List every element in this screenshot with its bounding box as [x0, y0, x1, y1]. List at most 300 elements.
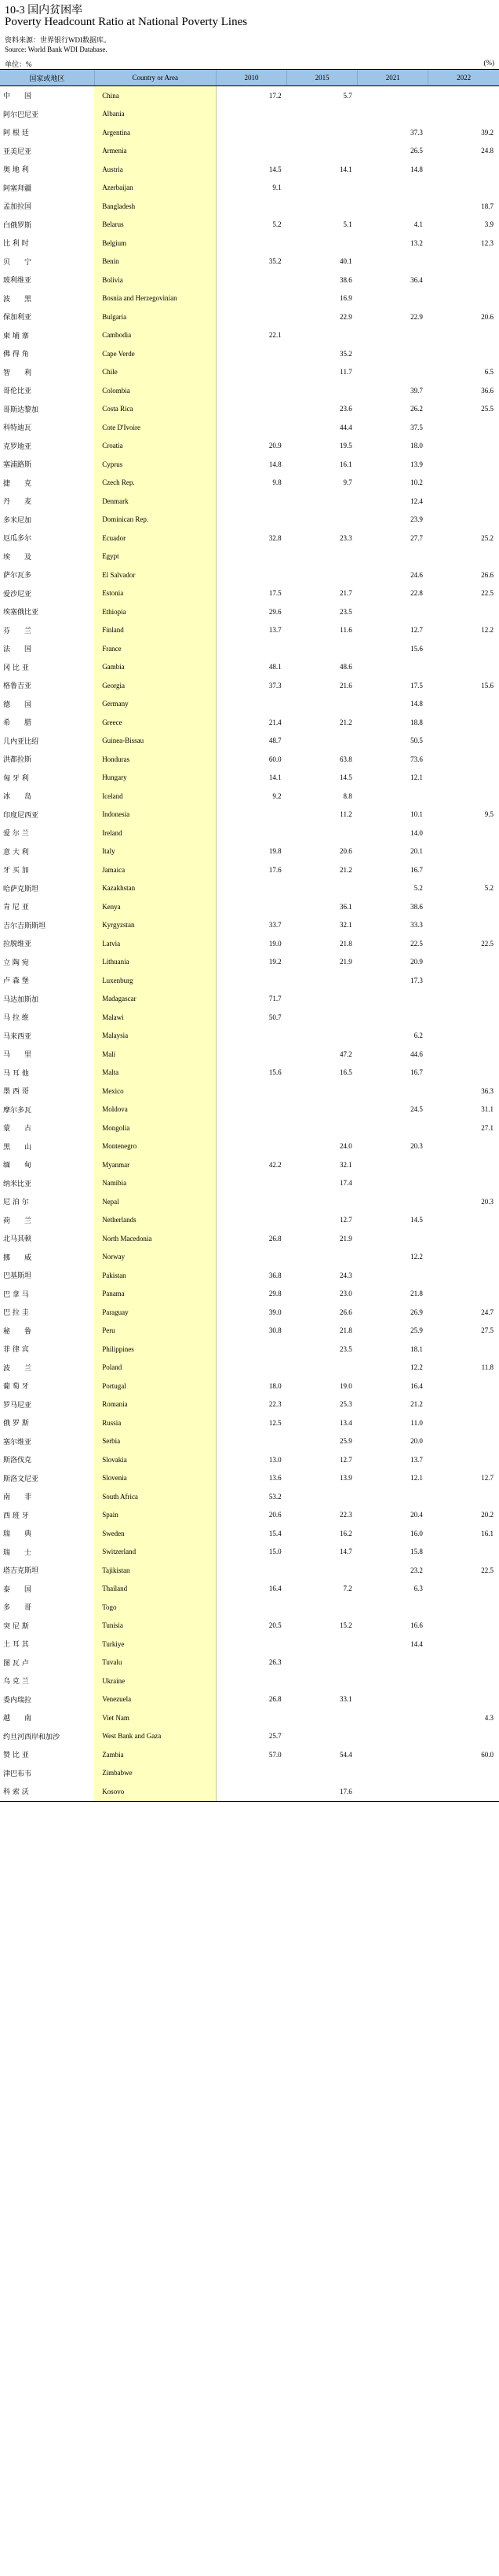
table-row [0, 123, 499, 142]
cell-country-en: Colombia [94, 381, 216, 400]
cell-country-zh: 冈 比 亚 [3, 664, 29, 672]
cell-2015: 20.6 [339, 847, 352, 856]
cell-2015: 23.0 [339, 1290, 352, 1298]
cell-2022 [428, 1248, 499, 1267]
cell-2021: 6.3 [413, 1585, 423, 1593]
table-row [0, 234, 499, 253]
cell-country-en: Azerbaijan [94, 179, 216, 198]
cell-2021: 13.9 [410, 460, 423, 468]
table-row [0, 1708, 499, 1727]
table-header-row [0, 70, 499, 86]
cell-country-zh: 阿塞拜疆 [3, 184, 32, 193]
cell-country-zh: 捷 克 [3, 479, 32, 488]
table-row [0, 1322, 499, 1341]
cell-2010: 20.9 [268, 442, 282, 450]
cell-2021: 26.9 [410, 1308, 423, 1316]
cell-2010: 57.0 [268, 1750, 282, 1759]
cell-2022 [428, 1211, 499, 1230]
table-row [0, 676, 499, 695]
cell-country-zh: 印度尼西亚 [3, 811, 39, 820]
cell-2022 [428, 437, 499, 456]
cell-country-zh: 缅 甸 [3, 1162, 32, 1170]
cell-country-zh: 北马其顿 [3, 1235, 32, 1244]
cell-country-zh: 瑞 士 [3, 1548, 32, 1557]
cell-2010: 13.7 [268, 626, 282, 635]
cell-country-en: Paraguay [94, 1303, 216, 1322]
cell-country-en: Kenya [94, 897, 216, 916]
cell-2022: 20.2 [481, 1511, 494, 1519]
cell-2021 [358, 1598, 428, 1617]
cell-2015 [287, 123, 358, 142]
col-header-country-en: Country or Area [94, 70, 216, 86]
cell-2015: 12.7 [339, 1455, 352, 1464]
cell-2022 [428, 1727, 499, 1746]
cell-2021 [358, 990, 428, 1009]
cell-2010 [216, 363, 286, 382]
cell-2021 [358, 1119, 428, 1137]
cell-country-zh: 泰 国 [3, 1585, 32, 1594]
cell-2022: 20.6 [481, 312, 494, 321]
cell-2022 [428, 842, 499, 861]
cell-country-zh: 黑 山 [3, 1143, 32, 1152]
table-row [0, 86, 499, 105]
cell-2022: 18.7 [481, 202, 494, 210]
cell-2015 [287, 234, 358, 253]
cell-2015: 16.1 [339, 460, 352, 468]
cell-2010 [216, 1764, 286, 1783]
cell-2021: 50.5 [410, 737, 423, 745]
cell-country-en: Norway [94, 1248, 216, 1267]
cell-2010 [216, 1174, 286, 1193]
cell-2010 [216, 1027, 286, 1046]
cell-country-en: Kosovo [94, 1782, 216, 1801]
cell-2022 [428, 1229, 499, 1248]
cell-country-zh: 多 哥 [3, 1604, 32, 1613]
cell-country-zh: 波 兰 [3, 1364, 32, 1373]
cell-2010 [216, 824, 286, 842]
cell-2010: 9.2 [272, 791, 282, 800]
cell-2015 [287, 1027, 358, 1046]
cell-country-zh: 玻利维亚 [3, 277, 32, 286]
cell-country-zh: 埃塞俄比亚 [3, 609, 39, 617]
cell-country-en: Lithuania [94, 953, 216, 972]
cell-2021: 15.8 [410, 1548, 423, 1556]
cell-country-zh: 芬 兰 [3, 627, 32, 635]
cell-2015: 14.1 [339, 165, 352, 173]
cell-2021: 16.7 [410, 1068, 423, 1077]
table-row [0, 511, 499, 529]
cell-country-en: Switzerland [94, 1543, 216, 1562]
source-note-en: Source: World Bank WDI Database. [5, 45, 107, 53]
cell-2022: 11.8 [481, 1363, 494, 1372]
cell-country-en: Zambia [94, 1745, 216, 1764]
cell-2015: 21.8 [339, 1326, 352, 1335]
cell-2010 [216, 639, 286, 658]
source-note-zh: 资料来源：世界银行WDI数据库。 [5, 36, 111, 44]
cell-2015 [287, 548, 358, 566]
table-row [0, 474, 499, 493]
cell-2022 [428, 1432, 499, 1451]
cell-2010: 17.6 [268, 865, 282, 874]
cell-country-en: Venezuela [94, 1690, 216, 1709]
cell-2010: 22.3 [268, 1400, 282, 1409]
cell-2021 [358, 1008, 428, 1027]
cell-2022 [428, 1008, 499, 1027]
cell-2010 [216, 1782, 286, 1801]
cell-2021: 22.9 [410, 312, 423, 321]
cell-2022 [428, 1580, 499, 1599]
cell-country-en: Iceland [94, 787, 216, 806]
cell-2010 [216, 1359, 286, 1377]
cell-2022: 22.5 [481, 939, 494, 948]
cell-2021: 12.7 [410, 626, 423, 635]
cell-country-en: Ecuador [94, 529, 216, 548]
cell-2021: 12.1 [410, 773, 423, 782]
cell-country-en: Togo [94, 1598, 216, 1617]
cell-2022 [428, 1672, 499, 1690]
cell-2022: 12.3 [481, 238, 494, 247]
table-row [0, 824, 499, 842]
cell-country-zh: 孟加拉国 [3, 203, 32, 212]
cell-2021 [358, 1727, 428, 1746]
cell-country-zh: 保加利亚 [3, 314, 32, 322]
cell-country-zh: 爱 尔 兰 [3, 830, 29, 839]
cell-2015: 44.4 [339, 423, 352, 431]
table-row [0, 1745, 499, 1764]
table-row [0, 1248, 499, 1267]
cell-2022 [428, 787, 499, 806]
table-row [0, 1340, 499, 1359]
cell-country-zh: 厄瓜多尔 [3, 535, 32, 544]
cell-country-zh: 图 瓦 卢 [3, 1659, 29, 1668]
cell-2021: 18.0 [410, 442, 423, 450]
cell-2021 [358, 1672, 428, 1690]
cell-2022 [428, 160, 499, 179]
cell-country-en: China [94, 86, 216, 105]
cell-country-zh: 贝 宁 [3, 258, 32, 267]
table-row [0, 1506, 499, 1525]
cell-2022 [428, 1174, 499, 1193]
cell-2015: 5.7 [343, 91, 352, 100]
table-row [0, 1155, 499, 1174]
cell-country-en: Italy [94, 842, 216, 861]
table-row [0, 1395, 499, 1414]
cell-country-en: Ethiopia [94, 602, 216, 621]
cell-2022: 12.2 [481, 626, 494, 635]
cell-country-en: Madagascar [94, 990, 216, 1009]
cell-2015 [287, 1119, 358, 1137]
cell-2021 [358, 1155, 428, 1174]
cell-2021 [358, 602, 428, 621]
cell-2015: 21.8 [339, 939, 352, 948]
cell-country-en: Albania [94, 105, 216, 124]
cell-2022 [428, 289, 499, 308]
cell-2010 [216, 548, 286, 566]
cell-2022 [428, 326, 499, 345]
cell-country-en: Gambia [94, 658, 216, 677]
cell-country-en: Kazakhstan [94, 879, 216, 898]
cell-country-en: Kyrgyzstan [94, 916, 216, 935]
cell-2021 [358, 1764, 428, 1783]
cell-country-zh: 萨尔瓦多 [3, 572, 32, 580]
cell-2021 [358, 1690, 428, 1709]
cell-2021: 21.8 [410, 1290, 423, 1298]
cell-2010 [216, 271, 286, 289]
table-row [0, 787, 499, 806]
cell-2015: 35.2 [339, 349, 352, 358]
table-row [0, 916, 499, 935]
table-row [0, 197, 499, 216]
cell-2010 [216, 695, 286, 714]
cell-2010: 25.7 [268, 1732, 282, 1741]
cell-2015 [287, 511, 358, 529]
cell-2010: 48.1 [268, 663, 282, 671]
cell-2022 [428, 344, 499, 363]
cell-country-en: Hungary [94, 769, 216, 788]
cell-country-zh: 哥伦比亚 [3, 387, 32, 396]
cell-2015: 63.8 [339, 755, 352, 763]
cell-country-zh: 土 耳 其 [3, 1641, 29, 1650]
cell-country-en: Panama [94, 1285, 216, 1304]
cell-2021 [358, 1708, 428, 1727]
cell-country-zh: 几内亚比绍 [3, 737, 39, 746]
table-row [0, 879, 499, 898]
cell-2022 [428, 1487, 499, 1506]
cell-country-en: Tuvalu [94, 1654, 216, 1672]
cell-2015 [287, 1487, 358, 1506]
table-row [0, 381, 499, 400]
cell-2021 [358, 289, 428, 308]
cell-2015 [287, 1764, 358, 1783]
table-row [0, 1487, 499, 1506]
cell-country-zh: 约旦河西岸和加沙 [3, 1733, 60, 1741]
cell-country-zh: 马来西亚 [3, 1032, 32, 1041]
cell-country-zh: 马 拉 维 [3, 1014, 29, 1023]
cell-country-en: Latvia [94, 934, 216, 953]
table-row [0, 806, 499, 824]
cell-2010 [216, 1708, 286, 1727]
cell-2010: 29.8 [268, 1290, 282, 1298]
cell-country-zh: 马达加斯加 [3, 995, 39, 1004]
cell-2021 [358, 197, 428, 216]
cell-2015: 22.3 [339, 1511, 352, 1519]
cell-2010 [216, 105, 286, 124]
cell-country-en: Jamaica [94, 860, 216, 879]
table-row [0, 860, 499, 879]
cell-country-zh: 南 非 [3, 1494, 32, 1502]
cell-2022: 22.5 [481, 589, 494, 598]
cell-country-en: Austria [94, 160, 216, 179]
cell-2021 [358, 548, 428, 566]
cell-country-zh: 葡 萄 牙 [3, 1383, 29, 1392]
table-row [0, 695, 499, 714]
cell-2010 [216, 971, 286, 990]
table-row [0, 1598, 499, 1617]
cell-2021: 4.1 [413, 220, 423, 229]
cell-2022: 6.5 [484, 368, 494, 377]
cell-2022: 39.2 [481, 128, 494, 136]
table-row [0, 1617, 499, 1635]
cell-2022 [428, 1450, 499, 1469]
cell-country-zh: 丹 麦 [3, 498, 32, 507]
cell-2022 [428, 1137, 499, 1156]
cell-2010 [216, 1248, 286, 1267]
cell-country-zh: 哈萨克斯坦 [3, 885, 39, 893]
cell-2022 [428, 86, 499, 105]
cell-2010 [216, 1119, 286, 1137]
cell-country-zh: 法 国 [3, 646, 32, 654]
cell-2021: 37.5 [410, 423, 423, 431]
cell-2015 [287, 990, 358, 1009]
cell-country-zh: 荷 兰 [3, 1217, 32, 1225]
table-row [0, 289, 499, 308]
cell-country-en: Cambodia [94, 326, 216, 345]
cell-2015: 15.2 [339, 1621, 352, 1630]
cell-2022: 31.1 [481, 1105, 494, 1114]
cell-2015: 23.5 [339, 1344, 352, 1353]
table-row [0, 363, 499, 382]
cell-2015 [287, 142, 358, 161]
table-row [0, 1027, 499, 1046]
cell-2015 [287, 824, 358, 842]
cell-2010: 22.1 [268, 331, 282, 340]
cell-country-en: Cape Verde [94, 344, 216, 363]
cell-2010 [216, 1561, 286, 1580]
col-header-2021: 2021 [358, 70, 428, 86]
cell-2010 [216, 1635, 286, 1654]
cell-country-zh: 塞浦路斯 [3, 461, 32, 470]
cell-country-zh: 洪都拉斯 [3, 756, 32, 765]
cell-country-en: Moldova [94, 1101, 216, 1119]
table-row [0, 1137, 499, 1156]
cell-country-en: Costa Rica [94, 400, 216, 419]
table-row [0, 455, 499, 474]
cell-country-zh: 科 索 沃 [0, 1782, 94, 1801]
table-row [0, 307, 499, 326]
table-row [0, 953, 499, 972]
cell-2015 [287, 1101, 358, 1119]
table-row [0, 1672, 499, 1690]
cell-2021: 20.9 [410, 958, 423, 966]
cell-2010: 29.6 [268, 607, 282, 616]
cell-2010: 13.0 [268, 1455, 282, 1464]
cell-2010 [216, 1045, 286, 1064]
cell-2010 [216, 492, 286, 511]
table-row [0, 566, 499, 584]
cell-country-zh: 罗马尼亚 [3, 1401, 32, 1410]
cell-country-en: France [94, 639, 216, 658]
cell-country-zh: 委内瑞拉 [3, 1696, 32, 1705]
table-row [0, 160, 499, 179]
cell-2022: 5.2 [484, 884, 494, 893]
cell-2010: 16.4 [268, 1585, 282, 1593]
cell-country-zh: 科特迪瓦 [3, 424, 32, 433]
cell-country-zh: 牙 买 加 [3, 867, 29, 875]
cell-2010 [216, 1672, 286, 1690]
cell-2021 [358, 787, 428, 806]
cell-2021 [358, 1192, 428, 1211]
cell-2021: 73.6 [410, 755, 423, 763]
table-row [0, 1543, 499, 1562]
cell-2010 [216, 1137, 286, 1156]
cell-2010: 30.8 [268, 1326, 282, 1335]
cell-country-zh: 波 黑 [3, 295, 32, 304]
cell-country-en: Mongolia [94, 1119, 216, 1137]
cell-country-zh: 巴基斯坦 [3, 1272, 32, 1281]
cell-2022 [428, 179, 499, 198]
cell-2022 [428, 1064, 499, 1082]
cell-2021: 22.8 [410, 589, 423, 598]
cell-2022 [428, 1285, 499, 1304]
cell-2021: 23.2 [410, 1566, 423, 1574]
cell-country-en: Malaysia [94, 1027, 216, 1046]
cell-2021 [358, 179, 428, 198]
cell-2021: 16.4 [410, 1381, 423, 1390]
cell-country-en: Belgium [94, 234, 216, 253]
cell-2015: 8.8 [343, 791, 352, 800]
table-row [0, 1229, 499, 1248]
cell-2022 [428, 1045, 499, 1064]
cell-country-zh: 塔吉克斯坦 [3, 1567, 39, 1576]
cell-2015: 11.2 [340, 810, 352, 819]
table-row [0, 105, 499, 124]
cell-2021: 17.5 [410, 681, 423, 689]
table-row [0, 1469, 499, 1488]
cell-2010 [216, 289, 286, 308]
cell-2022 [428, 511, 499, 529]
cell-country-en: Benin [94, 253, 216, 271]
cell-country-zh: 斯洛伐克 [3, 1457, 32, 1465]
cell-2010: 42.2 [268, 1160, 282, 1169]
cell-country-zh: 多米尼加 [3, 516, 32, 525]
cell-2010: 17.2 [268, 91, 282, 100]
cell-2015: 25.3 [339, 1400, 352, 1409]
cell-2015 [287, 1248, 358, 1267]
table-row [0, 437, 499, 456]
cell-2010 [216, 400, 286, 419]
cell-country-en: Namibia [94, 1174, 216, 1193]
table-row [0, 1450, 499, 1469]
cell-country-en: Dominican Rep. [94, 511, 216, 529]
cell-country-zh: 津巴布韦 [3, 1770, 32, 1778]
table-row [0, 418, 499, 437]
cell-country-zh: 埃 及 [3, 553, 32, 562]
poverty-table [0, 69, 499, 1802]
cell-2015: 21.6 [339, 681, 352, 689]
cell-2022 [428, 1414, 499, 1432]
cell-2022 [428, 1155, 499, 1174]
cell-country-en: Mexico [94, 1082, 216, 1101]
cell-country-zh: 菲 律 宾 [3, 1346, 29, 1355]
cell-2022 [428, 990, 499, 1009]
cell-2022 [428, 1377, 499, 1395]
cell-country-en: Peru [94, 1322, 216, 1341]
cell-country-zh: 智 利 [3, 369, 32, 377]
cell-country-en: Greece [94, 713, 216, 732]
cell-2010 [216, 307, 286, 326]
cell-2021: 14.0 [410, 828, 423, 837]
cell-country-zh: 纳米比亚 [3, 1180, 32, 1188]
cell-country-zh: 意 大 利 [3, 848, 29, 857]
cell-country-zh: 斯洛文尼亚 [3, 1475, 39, 1483]
cell-country-en: North Macedonia [94, 1229, 216, 1248]
cell-2015: 22.9 [339, 312, 352, 321]
cell-2021: 14.5 [410, 1216, 423, 1224]
cell-2010: 53.2 [268, 1492, 282, 1501]
cell-country-zh: 亚美尼亚 [3, 147, 32, 156]
cell-2015 [287, 971, 358, 990]
cell-2021: 13.2 [410, 238, 423, 247]
